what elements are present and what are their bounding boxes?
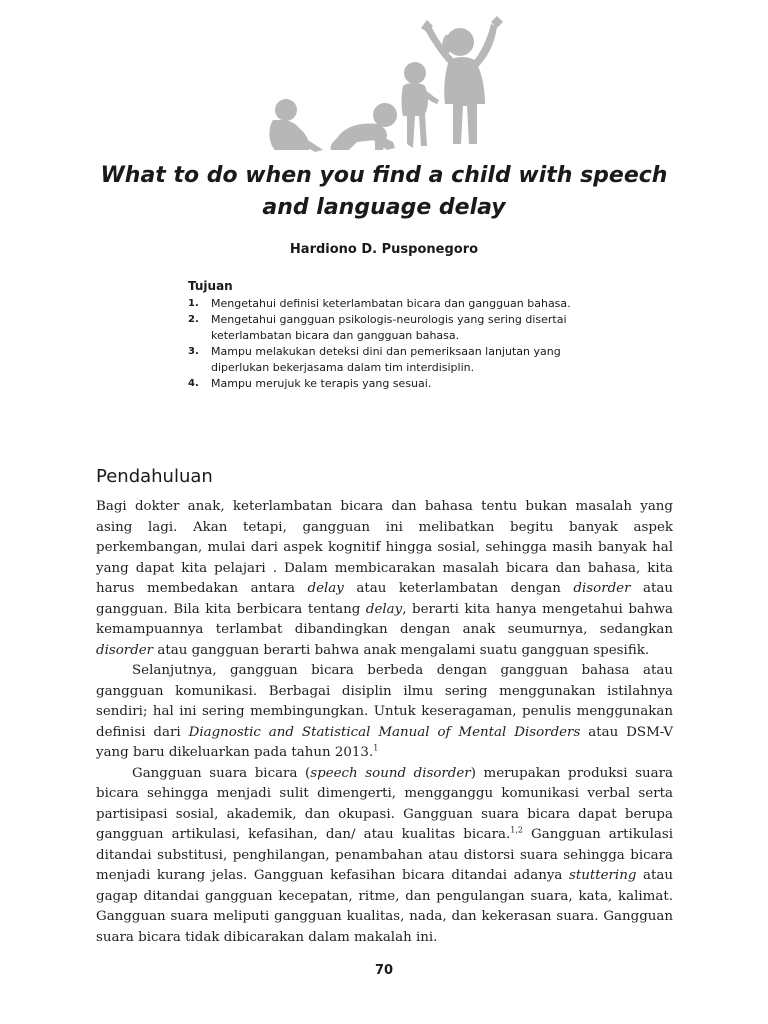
title-line-2: and language delay [262, 195, 506, 220]
goal-text: Mengetahui gangguan psikologis-neurologis yang sering disertai keterlambatan bicara dan gangguan bahasa. [211, 313, 567, 342]
body-text [96, 497, 673, 948]
standing-toddler-silhouette [402, 62, 440, 148]
learning-goals [188, 279, 608, 392]
italic-term: stuttering [568, 868, 637, 883]
citation-superscript: 1 [373, 743, 379, 753]
goal-number: 3. [188, 346, 199, 357]
goal-number: 1. [188, 298, 199, 309]
author-name: Hardiono D. Pusponegoro [289, 242, 479, 257]
goal-text: Mampu melakukan deteksi dini dan pemeriksaan lanjutan yang diperlukan bekerjasama dalam tim interdisiplin. [211, 345, 561, 374]
goal-item [188, 312, 608, 344]
text-run: , berarti kita hanya mengetahui bahwa kemampuannya terlambat dibandingkan dengan anak seumurnya, sedangkan [96, 601, 673, 637]
italic-term: disorder [96, 642, 154, 658]
paragraph-2 [96, 661, 673, 764]
title-line-1: What to do when you find a child with speech [100, 163, 668, 188]
text-run: Selanjutnya, gangguan bicara berbeda dengan gangguan bahasa atau gangguan komunikasi. Berbagai disiplin ilmu sering menggunakan istilahnya sendiri; hal ini sering membingungkan. Untuk keseragaman, penulis menggunakan definisi dari [96, 663, 673, 740]
italic-term: Diagnostic and Statistical Manual of Mental Disorders [188, 724, 581, 740]
article-title [90, 160, 678, 224]
text-run: Gangguan artikulasi ditandai substitusi, penghilangan, penambahan atau distorsi suara sehingga bicara menjadi kurang jelas. Gangguan kefasihan bicara ditandai adanya [96, 827, 673, 883]
text-run: atau keterlambatan dengan [343, 581, 574, 596]
goals-list [188, 296, 608, 392]
text-run: Gangguan suara bicara ( [132, 765, 311, 781]
crawling-baby-silhouette [330, 103, 397, 150]
text-run: atau DSM-V yang baru dikeluarkan pada tahun 2013. [96, 724, 673, 760]
paragraph-1 [96, 497, 673, 661]
goal-item [188, 376, 608, 392]
goal-number: 4. [188, 378, 199, 389]
sitting-baby-silhouette [269, 99, 323, 152]
italic-term: delay [307, 581, 344, 596]
goal-item [188, 344, 608, 376]
italic-term: delay [365, 601, 403, 617]
girl-raised-arms-silhouette [421, 16, 503, 144]
text-run: atau gangguan berarti bahwa anak mengalami suatu gangguan spesifik. [153, 642, 650, 658]
goal-text: Mengetahui definisi keterlambatan bicara dan gangguan bahasa. [211, 297, 571, 310]
italic-term: disorder [573, 581, 631, 596]
citation-superscript: 1,2 [510, 825, 523, 835]
page-number: 70 [374, 963, 394, 978]
text-run: ) merupakan produksi suara bicara sehingga menjadi sulit dimengerti, mengganggu komunikasi verbal serta partisipasi sosial, akademik, dan okupasi. Gangguan suara bicara dapat berupa gangguan artikulasi, kefasihan, dan/ atau kualitas bicara. [96, 765, 674, 842]
text-run: Bagi dokter anak, keterlambatan bicara dan bahasa tentu bukan masalah yang asing lagi. Akan tetapi, gangguan ini melibatkan begitu banyak aspek perkembangan, mulai dari aspek kognitif hingga sosial, sehingga masih banyak hal yang dapat kita pelajari . Dalam membicarakan masalah bicara dan bahasa, kita harus membedakan antara [96, 499, 673, 596]
goal-item [188, 296, 608, 312]
goal-text: Mampu merujuk ke terapis yang sesuai. [211, 377, 432, 390]
goal-number: 2. [188, 314, 199, 325]
section-heading: Pendahuluan [96, 466, 213, 487]
text-run: atau gagap ditandai gangguan kecepatan, ritme, dan pengulangan suara, kata, kalimat. Gangguan suara meliputi gangguan kualitas, nada, dan kekerasan suara. Gangguan suara bicara tidak dibicarakan dalam makalah ini. [96, 868, 673, 945]
child-development-illustration [265, 16, 505, 156]
text-run: atau gangguan. Bila kita berbicara tentang [96, 581, 673, 617]
paragraph-3 [96, 764, 673, 949]
italic-term: speech sound disorder [310, 765, 471, 781]
goals-heading: Tujuan [188, 279, 233, 293]
